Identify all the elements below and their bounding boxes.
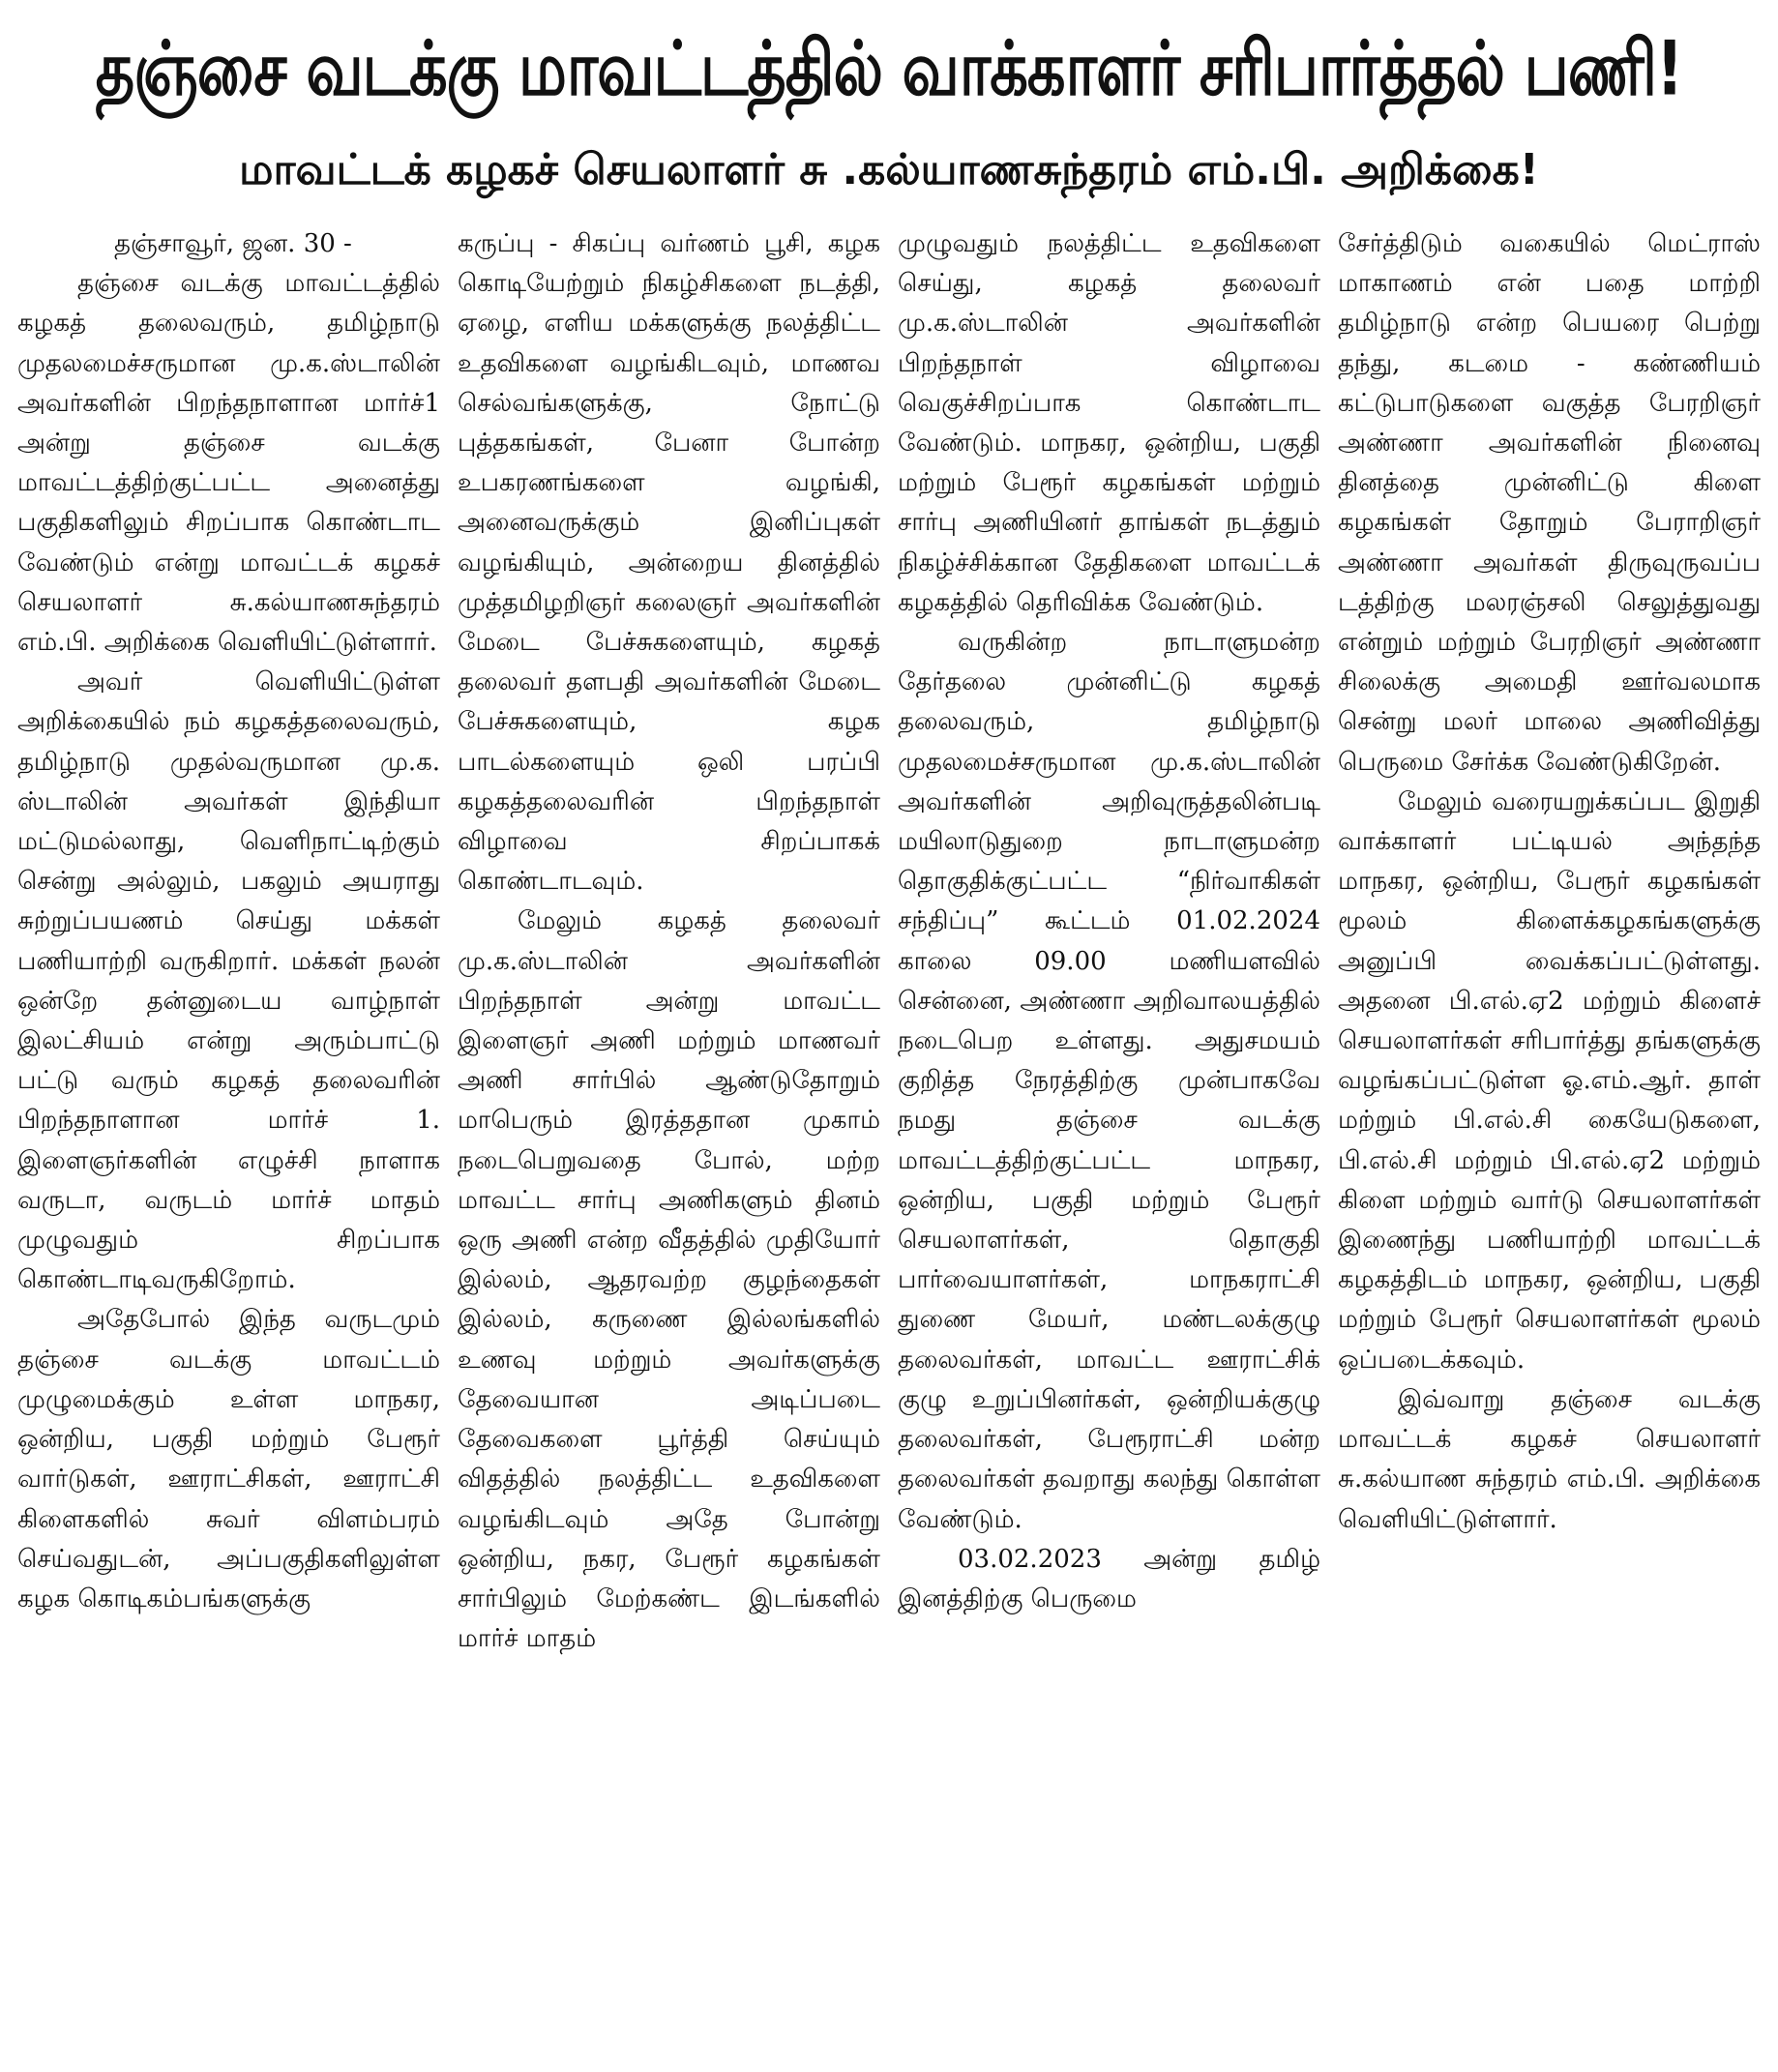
paragraph: சேர்த்திடும் வகையில் மெட்ராஸ் மாகாணம் என் பதை மாற்றி தமிழ்நாடு என்ற பெயரை பெற்று தந்து, கடமை - கண்ணியம் கட்டுபாடுகளை வகுத்த பேரறிஞர் அண்ணா அவர்களின் நினைவு தினத்தை முன்னிட்டு கிளை கழகங்கள் தோறும் பேராறிஞர் அண்ணா அவர்கள் திருவுருவப்ப டத்திற்கு மலரஞ்சலி செலுத்துவது என்றும் மற்றும் பேரறிஞர் அண்ணா சிலைக்கு அமைதி ஊர்வலமாக சென்று மலர் மாலை அணிவித்து பெருமை சேர்க்க வேண்டுகிறேன். (1338, 229, 1761, 777)
article-column-2 (458, 224, 880, 2062)
article-column-3 (898, 224, 1320, 2062)
dateline: தஞ்சாவூர், ஜன. 30 - (114, 229, 352, 258)
paragraph: 03.02.2023 அன்று தமிழ் இனத்திற்கு பெருமை (898, 1544, 1320, 1613)
paragraph: கருப்பு - சிகப்பு வர்ணம் பூசி, கழக கொடியேற்றும் நிகழ்சிகளை நடத்தி, ஏழை, எளிய மக்களுக்கு நலத்திட்ட உதவிகளை வழங்கிடவும், மாணவ செல்வங்களுக்கு, நோட்டு புத்தகங்கள், பேனா போன்ற உபகரணங்களை வழங்கி, அனைவருக்கும் இனிப்புகள் வழங்கியும், அன்றைய தினத்தில் முத்தமிழறிஞர் கலைஞர் அவர்களின் மேடை பேச்சுகளையும், கழகத் தலைவர் தளபதி அவர்களின் மேடை பேச்சுகளையும், கழக பாடல்களையும் ஒலி பரப்பி கழகத்தலைவரின் பிறந்தநாள் விழாவை சிறப்பாகக் கொண்டாடவும். (458, 229, 880, 897)
paragraph: மேலும் வரையறுக்கப்பட இறுதி வாக்காளர் பட்டியல் அந்தந்த மாநகர, ஒன்றிய, பேரூர் கழகங்கள் மூலம் கிளைக்கழகங்களுக்கு அனுப்பி வைக்கப்பட்டுள்ளது. அதனை பி.எல்.ஏ2 மற்றும் கிளைச் செயலாளர்கள் சரிபார்த்து தங்களுக்கு வழங்கப்பட்டுள்ள ஓ.எம்.ஆர். தாள் மற்றும் பி.எல்.சி கையேடுகளை, பி.எல்.சி மற்றும் பி.எல்.ஏ2 மற்றும் கிளை மற்றும் வார்டு செயலாளர்கள் இணைந்து பணியாற்றி மாவட்டக் கழகத்திடம் மாநகர, ஒன்றிய, பகுதி மற்றும் பேரூர் செயலாளர்கள் மூலம் ஒப்படைக்கவும். (1338, 786, 1761, 1375)
paragraph: முழுவதும் நலத்திட்ட உதவிகளை செய்து, கழகத் தலைவர் மு.க.ஸ்டாலின் அவர்களின் பிறந்தநாள் விழாவை வெகுச்சிறப்பாக கொண்டாட வேண்டும். மாநகர, ஒன்றிய, பகுதி மற்றும் பேரூர் கழகங்கள் மற்றும் சார்பு அணியினர் தாங்கள் நடத்தும் நிகழ்ச்சிக்கான தேதிகளை மாவட்டக் கழகத்தில் தெரிவிக்க வேண்டும். (898, 229, 1320, 617)
headline: தஞ்சை வடக்கு மாவட்டத்தில் வாக்காளர் சரிபார்த்தல் பணி! (95, 24, 1683, 113)
article-column-4 (1338, 224, 1761, 2062)
paragraph: அதேபோல் இந்த வருடமும் தஞ்சை வடக்கு மாவட்டம் முழுமைக்கும் உள்ள மாநகர, ஒன்றிய, பகுதி மற்றும் பேரூர் வார்டுகள், ஊராட்சிகள், ஊராட்சி கிளைகளில் சுவர் விளம்பரம் செய்வதுடன், அப்பகுதிகளிலுள்ள கழக கொடிகம்பங்களுக்கு (17, 1305, 440, 1613)
article-body (17, 224, 1761, 2062)
paragraph: தஞ்சை வடக்கு மாவட்டத்தில் கழகத் தலைவரும், தமிழ்நாடு முதலமைச்சருமான மு.க.ஸ்டாலின் அவர்களின் பிறந்தநாளான மார்ச்1 அன்று தஞ்சை வடக்கு மாவட்டத்திற்குட்பட்ட அனைத்து பகுதிகளிலும் சிறப்பாக கொண்டாட வேண்டும் என்று மாவட்டக் கழகச் செயலாளர் சு.கல்யாணசுந்தரம் எம்.பி. அறிக்கை வெளியிட்டுள்ளார். (17, 269, 440, 658)
paragraph: அவர் வெளியிட்டுள்ள அறிக்கையில் நம் கழகத்தலைவரும், தமிழ்நாடு முதல்வருமான மு.க. ஸ்டாலின் அவர்கள் இந்தியா மட்டுமல்லாது, வெளிநாட்டிற்கும் சென்று அல்லும், பகலும் அயராது சுற்றுப்பயணம் செய்து மக்கள் பணியாற்றி வருகிறார். மக்கள் நலன் ஒன்றே தன்னுடைய வாழ்நாள் இலட்சியம் என்று அரும்பாட்டு பட்டு வரும் கழகத் தலைவரின் பிறந்தநாளான மார்ச் 1. இளைஞர்களின் எழுச்சி நாளாக வருடா, வருடம் மார்ச் மாதம் முழுவதும் சிறப்பாக கொண்டாடிவருகிறோம். (17, 667, 440, 1295)
paragraph: இவ்வாறு தஞ்சை வடக்கு மாவட்டக் கழகச் செயலாளர் சு.கல்யாண சுந்தரம் எம்.பி. அறிக்கை வெளியிட்டுள்ளார். (1338, 1384, 1761, 1534)
paragraph: வருகின்ற நாடாளுமன்ற தேர்தலை முன்னிட்டு கழகத் தலைவரும், தமிழ்நாடு முதலமைச்சருமான மு.க.ஸ்டாலின் அவர்களின் அறிவுருத்தலின்படி மயிலாடுதுறை நாடாளுமன்ற தொகுதிக்குட்பட்ட “நிர்வாகிகள் சந்திப்பு” கூட்டம் 01.02.2024 காலை 09.00 மணியளவில் சென்னை, அண்ணா அறிவாலயத்தில் நடைபெற உள்ளது. அதுசமயம் குறித்த நேரத்திற்கு முன்பாகவே நமது தஞ்சை வடக்கு மாவட்டத்திற்குட்பட்ட மாநகர, ஒன்றிய, பகுதி மற்றும் பேரூர் செயலாளர்கள், தொகுதி பார்வையாளர்கள், மாநகராட்சி துணை மேயர், மண்டலக்குழு தலைவர்கள், மாவட்ட ஊராட்சிக் குழு உறுப்பினர்கள், ஒன்றியக்குழு தலைவர்கள், பேரூராட்சி மன்ற தலைவர்கள் தவறாது கலந்து கொள்ள வேண்டும். (898, 628, 1320, 1534)
article-column-1 (17, 224, 440, 2062)
subheadline: மாவட்டக் கழகச் செயலாளர் சு .கல்யாணசுந்தரம் எம்.பி. அறிக்கை! (239, 145, 1539, 194)
paragraph: மேலும் கழகத் தலைவர் மு.க.ஸ்டாலின் அவர்களின் பிறந்தநாள் அன்று மாவட்ட இளைஞர் அணி மற்றும் மாணவர் அணி சார்பில் ஆண்டுதோறும் மாபெரும் இரத்ததான முகாம் நடைபெறுவதை போல், மற்ற மாவட்ட சார்பு அணிகளும் தினம் ஒரு அணி என்ற வீதத்தில் முதியோர் இல்லம், ஆதரவற்ற குழந்தைகள் இல்லம், கருணை இல்லங்களில் உணவு மற்றும் அவர்களுக்கு தேவையான அடிப்படை தேவைகளை பூர்த்தி செய்யும் விதத்தில் நலத்திட்ட உதவிகளை வழங்கிடவும் அதே போன்று ஒன்றிய, நகர, பேரூர் கழகங்கள் சார்பிலும் மேற்கண்ட இடங்களில் மார்ச் மாதம் (458, 906, 880, 1654)
